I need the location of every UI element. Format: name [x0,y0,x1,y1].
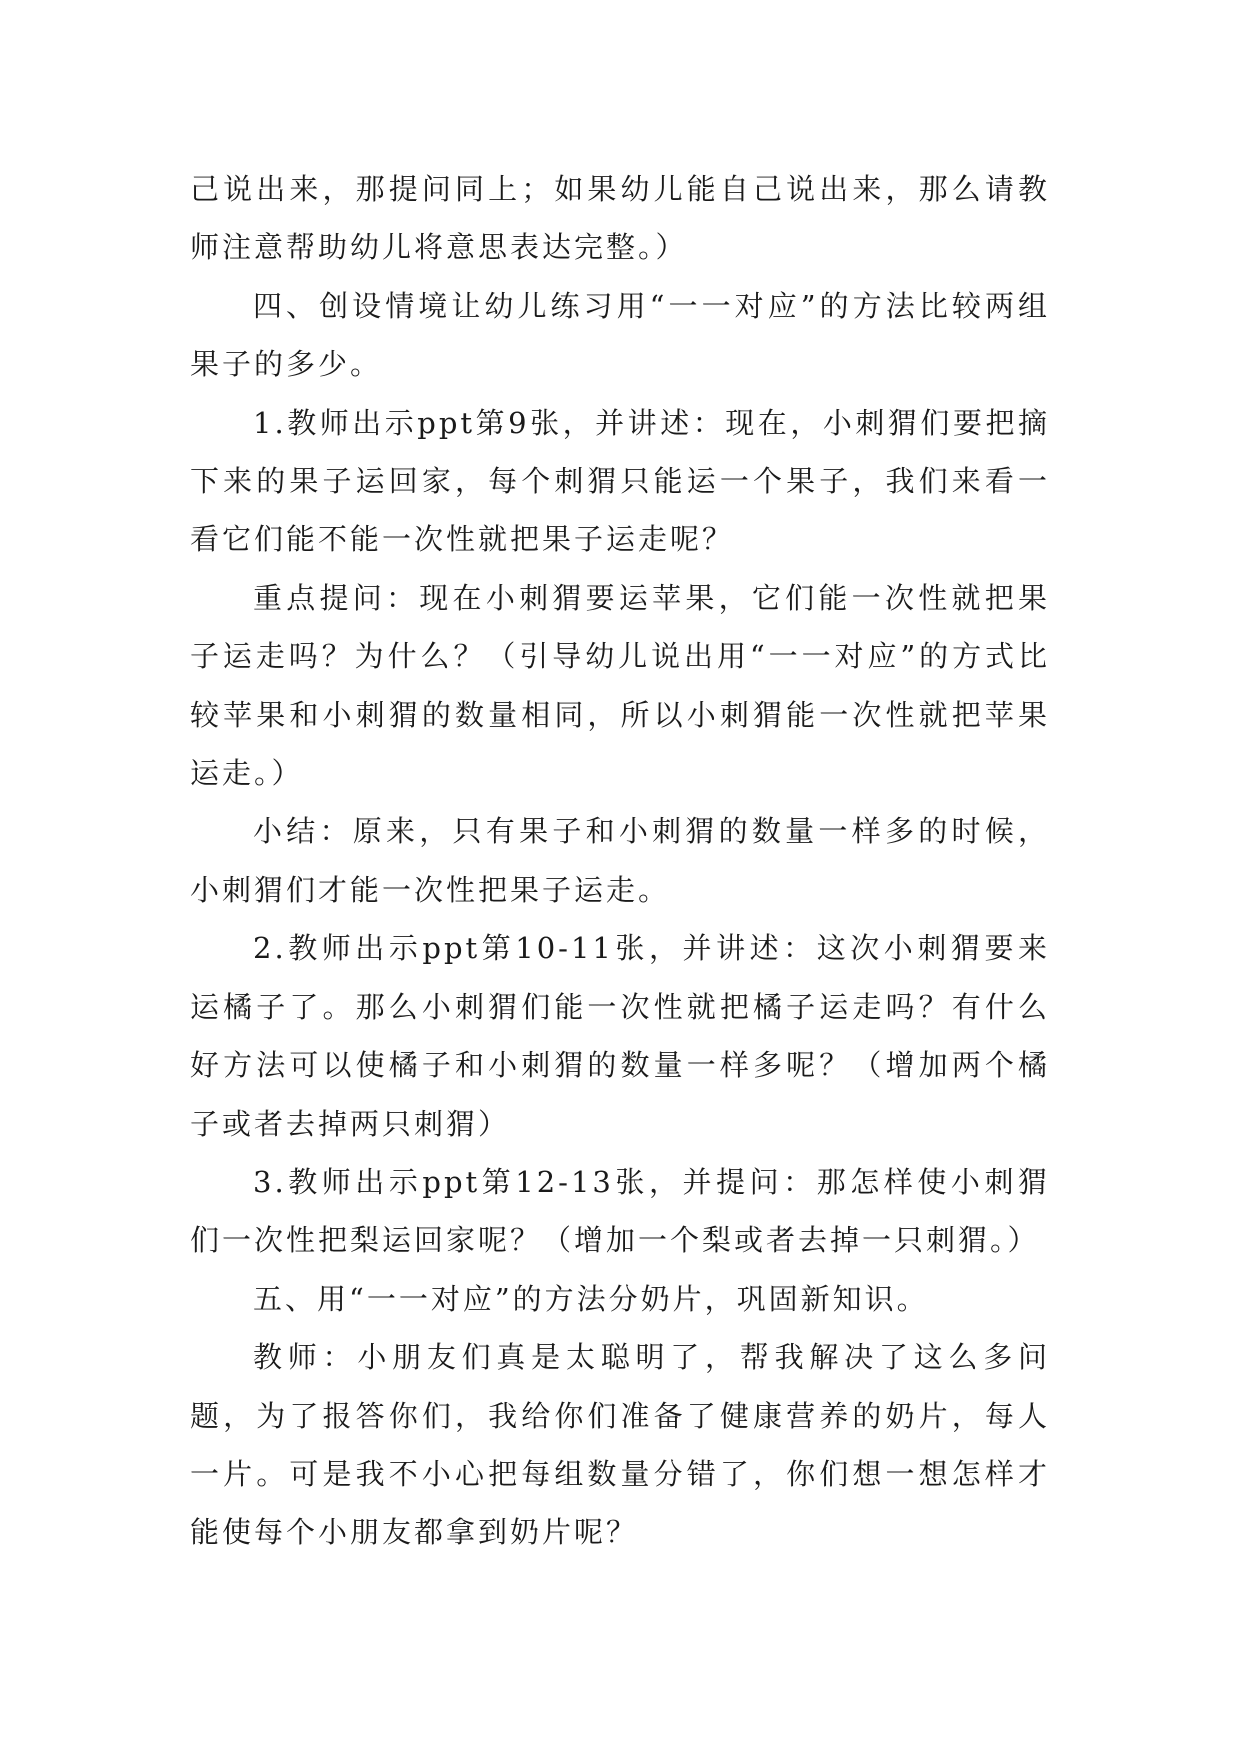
paragraph: 1.教师出示ppt第9张，并讲述：现在，小刺猬们要把摘下来的果子运回家，每个刺猬只能运一个果子，我们来看一看它们能不能一次性就把果子运走呢？ [190,405,1050,557]
paragraph: 教师：小朋友们真是太聪明了，帮我解决了这么多问题，为了报答你们，我给你们准备了健康营养的奶片，每人一片。可是我不小心把每组数量分错了，你们想一想怎样才能使每个小朋友都拿到奶片呢？ [190,1340,1050,1550]
paragraph: 小结：原来，只有果子和小刺猬的数量一样多的时候，小刺猬们才能一次性把果子运走。 [190,814,1050,907]
section-heading: 四、创设情境让幼儿练习用“一一对应”的方法比较两组果子的多少。 [190,288,1050,382]
paragraph: 重点提问：现在小刺猬要运苹果，它们能一次性就把果子运走吗？为什么？（引导幼儿说出用“一一对应”的方式比较苹果和小刺猬的数量相同，所以小刺猬能一次性就把苹果运走。） [190,580,1050,791]
paragraph: 2.教师出示ppt第10-11张，并讲述：这次小刺猬要来运橘子了。那么小刺猬们能一次性就把橘子运走吗？有什么好方法可以使橘子和小刺猬的数量一样多呢？（增加两个橘子或者去掉两只刺猬） [190,931,1050,1141]
section-heading: 五、用“一一对应”的方法分奶片，巩固新知识。 [253,1281,929,1316]
document-body [190,160,1050,1562]
paragraph: 3.教师出示ppt第12-13张，并提问：那怎样使小刺猬们一次性把梨运回家呢？（增加一个梨或者去掉一只刺猬。） [190,1164,1050,1258]
paragraph: 己说出来，那提问同上；如果幼儿能自己说出来，那么请教师注意帮助幼儿将意思表达完整。） [190,172,1050,265]
